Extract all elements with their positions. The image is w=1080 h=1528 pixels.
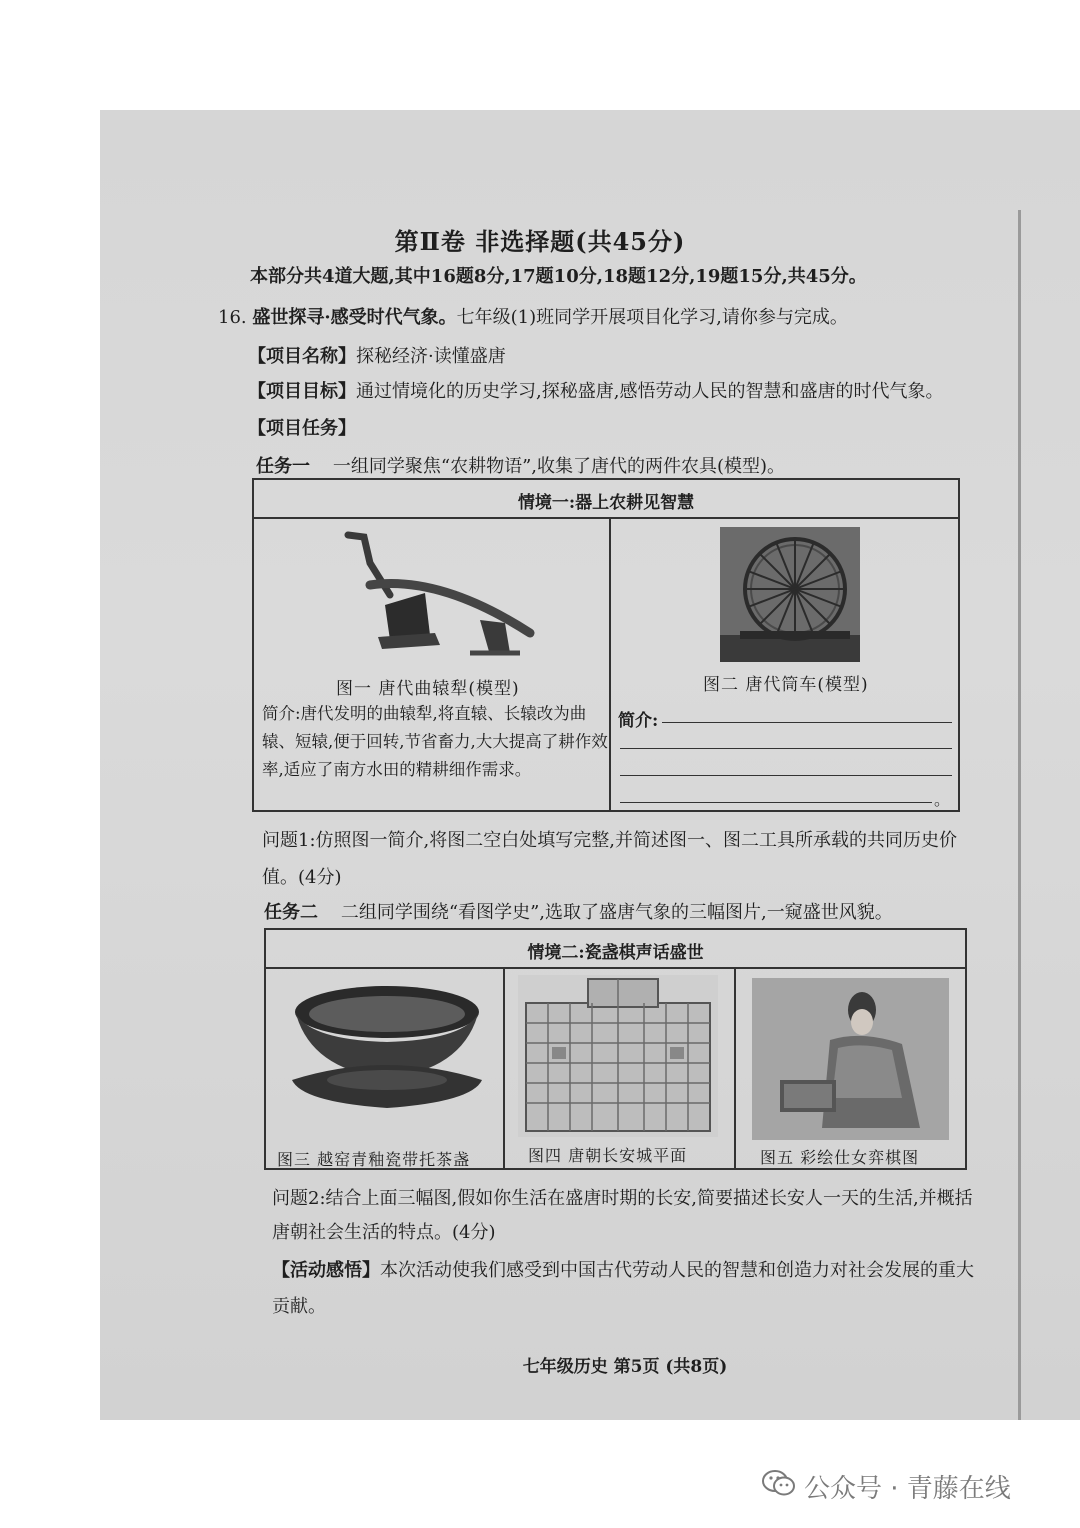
answer-blank-1[interactable] (662, 722, 952, 723)
scene-1-title: 情境一:器上农耕见智慧 (517, 493, 695, 513)
fig3-caption: 图三 越窑青釉瓷带托茶盏 (277, 1150, 471, 1169)
question-2: 问题2:结合上面三幅图,假如你生活在盛唐时期的长安,简要描述长安人一天的生活,并概括唐朝社会生活的特点。(4分) (272, 1188, 973, 1243)
question-topic: 盛世探寻·感受时代气象。 (252, 307, 457, 328)
section-note: 本部分共4道大题,其中16题8分,17题10分,18题12分,19题15分,共45分。 (250, 266, 867, 287)
question-16-stem (218, 303, 848, 329)
scene-2-title: 情境二:瓷盏棋声话盛世 (527, 943, 704, 963)
water-wheel-image (720, 527, 860, 662)
tea-bowl-image (282, 980, 492, 1115)
fig1-description: 简介:唐代发明的曲辕犁,将直辕、长辕改为曲辕、短辕,便于回转,节省畜力,大大提高了耕作效率,适应了南方水田的精耕细作需求。 (262, 704, 608, 779)
reflection-label: 【活动感悟】 (272, 1260, 380, 1281)
fig5-caption: 图五 彩绘仕女弈棋图 (760, 1148, 920, 1167)
project-name-value: 探秘经济·读懂盛唐 (356, 346, 506, 367)
question-intro: 七年级(1)班同学开展项目化学习,请你参与完成。 (456, 307, 848, 328)
project-name-label: 【项目名称】 (248, 346, 356, 367)
weiqi-painting-image (752, 978, 949, 1140)
page-fold-line (1018, 210, 1021, 1420)
project-name (248, 342, 506, 368)
answer-blank-2[interactable] (620, 748, 952, 749)
answer-blank-4[interactable] (620, 802, 932, 803)
task-2 (264, 898, 893, 924)
project-goal-value: 通过情境化的历史学习,探秘盛唐,感悟劳动人民的智慧和盛唐的时代气象。 (356, 381, 944, 402)
watermark-text: 公众号 · 青藤在线 (804, 1474, 1011, 1504)
question-1: 问题1:仿照图一简介,将图二空白处填写完整,并简述图一、图二工具所承载的共同历史价值。(4分) (262, 830, 957, 888)
task-1-label: 任务一 (256, 456, 310, 477)
plough-image (330, 525, 540, 665)
fig2-caption: 图二 唐代筒车(模型) (703, 675, 869, 695)
fig4-caption: 图四 唐朝长安城平面 (528, 1146, 688, 1165)
fig1-caption: 图一 唐代曲辕犁(模型) (336, 679, 520, 699)
activity-reflection (272, 1253, 978, 1325)
project-goal-label: 【项目目标】 (248, 381, 356, 402)
task-1-text: 一组同学聚焦“农耕物语”,收集了唐代的两件农具(模型)。 (332, 456, 786, 477)
reflection-text: 本次活动使我们感受到中国古代劳动人民的智慧和创造力对社会发展的重大贡献。 (272, 1260, 974, 1317)
project-goal (248, 377, 943, 403)
project-tasks-label: 【项目任务】 (248, 418, 356, 439)
changan-map-image (518, 975, 718, 1137)
task-2-label: 任务二 (264, 902, 318, 923)
scene-2-divider-2 (734, 967, 736, 1170)
answer-blank-3[interactable] (620, 775, 952, 776)
scene-2-header-divider (264, 967, 967, 969)
answer-end-mark: 。 (934, 790, 951, 809)
task-2-text: 二组同学围绕“看图学史”,选取了盛唐气象的三幅图片,一窥盛世风貌。 (340, 902, 893, 923)
page-footer: 七年级历史 第5页 (共8页) (522, 1357, 728, 1377)
scene-1-header-divider (252, 517, 960, 519)
task-1 (256, 452, 785, 478)
wechat-icon (762, 1469, 796, 1504)
fig2-description-label: 简介: (618, 711, 659, 731)
watermark (762, 1468, 1011, 1505)
scene-2-divider-1 (503, 967, 505, 1170)
section-title: 第Ⅱ卷 非选择题(共45分) (394, 227, 686, 256)
scene-1-column-divider (609, 517, 611, 812)
question-number: 16. (218, 307, 247, 328)
